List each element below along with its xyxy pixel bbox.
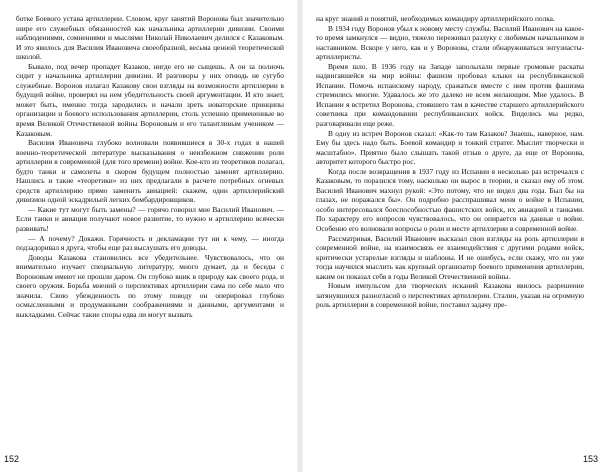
- page-number-left: 152: [4, 454, 20, 464]
- paragraph: В 1934 году Воронов убыл к новому месту службы. Василий Иванович на какое-то время замкнулся — видно, тяжело переживал разлуку с любимым начальником и наставником. Вскоре у него, как и у Воронова, стали обнаруживаться энтузиасты-артиллеристы.: [316, 23, 584, 62]
- paragraph: — А почему? Докажи. Горячность и декламации тут ни к чему, — иногда подзадоривал я друга, чтобы еще раз выслушать его доводы.: [16, 233, 284, 253]
- page-number-right: 153: [582, 454, 598, 464]
- paragraph: на круг знаний и понятий, необходимых командиру артиллерийского полка.: [316, 14, 555, 23]
- paragraph: Когда после возвращения в 1937 году из Испании я несколько раз встречался с Казаковым, то поразился тому, насколько он вырос в теории, и сказал ему об этом. Василий Иванович махнул рукой: «Это потому, что не видел два года. Был бы на глазах, не поражался бы». Он подробно расспрашивал меня о войне в Испании, особо интересовался боеспособностью фашистских войск, их авиацией и танками. По характеру его вопросов чувствовалось, что он опирается на данные о войне. Особенно его волновали вопросы о роли и месте артиллерии в современной войне.: [316, 166, 584, 234]
- right-page-text: [316, 14, 584, 446]
- left-page-text: [16, 14, 284, 446]
- paragraph: — Какие тут могут быть замены? — горячо говорил мне Василий Иванович. — Если танки и авиация получают новое развитие, то нужно и артиллерию всячески развивать!: [16, 204, 284, 234]
- paragraph: Новым импульсом для творческих исканий Казакова явилось разрешение затянувшихся разногласий о перспективах артиллерии. Сталин, указав на огромную роль артиллерии в современной войне, поставил задачу пре-: [316, 281, 584, 310]
- paragraph: В одну из встреч Воронов сказал: «Как-то там Казаков? Знаешь, наверное, нам. Ему бы здесь надо быть. Боевой командир и тонкий стратег. Мыслит творчески и масштабно». Приятно было слышать такой отзыв о друге, да еще от Воронова, авторитет которого быстро рос.: [316, 128, 584, 167]
- left-page: [4, 14, 284, 464]
- paragraph: ботке Боевого устава артиллерии. Словом, круг занятий Воронова был значительно шире его служебных обязанностей как начальника артиллерии дивизии. Своими наблюдениями, сомнениями и мыслями Николай Николаевич делился с Казаковым. И это явилось для Василия Ивановича своеобразной, весьма ценной теоретической школой.: [16, 14, 284, 62]
- paragraph: Время шло. В 1936 году на Западе заполыхали первые громовые раскаты надвигавшейся на мир войны: фашизм пробовал клыки на республиканской Испании. Помочь испанскому народу, сражаться вместе с ним против фашизма стремились многие. Удавалось же это далеко не всем желающим. Мне удалось. В Испании я встретил Воронова, стоявшего там в качестве старшего артиллерийского советника при командовании республиканских войск. Виделись мы редко, разговаривали еще реже.: [316, 61, 584, 129]
- paragraph: Рассматривая, Василий Иванович высказал свои взгляды на роль артиллерии в современной войне, на взаимосвязь ее взаимодействия с другими родами войск, критически устарелые взгляды и шаблоны. И не ошибусь, если скажу, что он уже тогда научился мыслить как крупный организатор боевого применения артиллерии, каким он показал себя в годы Великой Отечественной войны.: [316, 233, 584, 281]
- paragraph: Василия Ивановича глубоко волновали появившиеся в 30-х годах в нашей военно-теоретической литературе высказывания о неизбежном снижении роли артиллерии в современной (для того времени) войне. Кое-кто из теоретиков полагал, будто танки и самолеты в скором будущем полностью заменят артиллерию. Нашлись и такие «теоретики» из них предлагали в расчете потребных огневых средств артиллерию прямо заменить авиацией: скажем, один артиллерийский дивизион одной эскадрильей легких бомбардировщиков.: [16, 138, 284, 205]
- paragraph: Доводы Казакова становились все убедительнее. Чувствовалось, что он внимательно изучает специальную литературу, много думает, да и беседы с Вороновым имеют не прошли даром. Он глубоко вник в природу как своего рода, и своего оружия. Борьба мнений о перспективах артиллерии сама по себе мало что значила. Свою убежденность по этому поводу он оперировал глубоко осмысленными и продуманными соображениями и данными, аргументами и выкладками. Сейчас такие споры едва ли могут вызвать: [16, 252, 284, 319]
- book-gutter: [297, 0, 303, 472]
- right-page: [316, 14, 598, 464]
- paragraph: Бывало, под вечер пропадет Казаков, нигде его не сыщешь. А он за полночь сидит у начальника артиллерии дивизии. И разговоры у них отнюдь не сугубо служебные. Воронов излагал Казакову свои взгляды на возможности артиллерии в будущей войне, проверял на нем убедительность своей аргументации. И кто знает, может быть, именно тогда зародились и начали зреть новаторские принципы организации и боевого использования артиллерии, столь успешно примененные во время Великой Отечественной войны Вороновым и его талантливым учеником — Казаковым.: [16, 61, 284, 138]
